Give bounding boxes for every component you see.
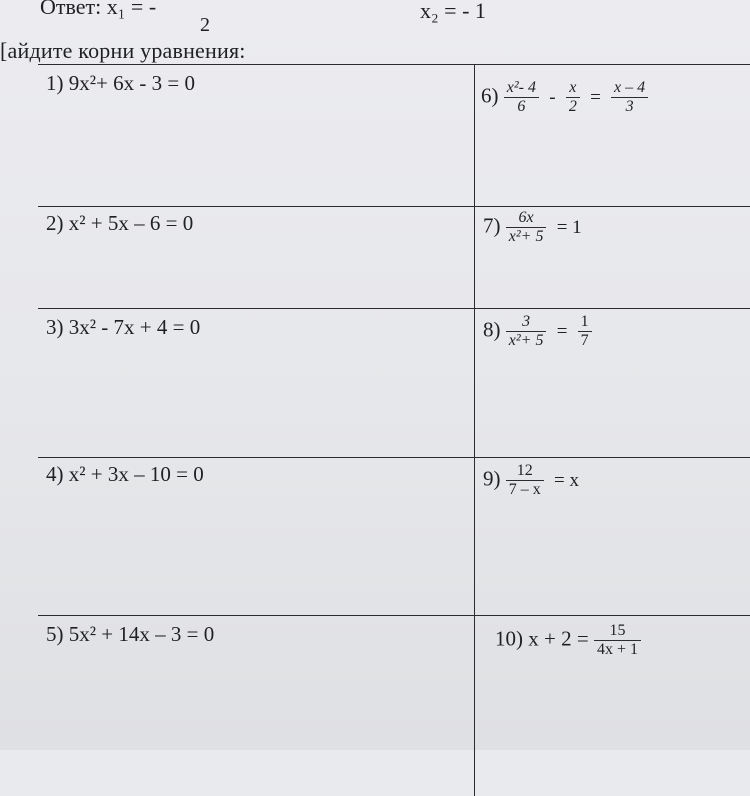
fraction-denominator: 2	[568, 98, 577, 115]
fraction-denominator: 7 – x	[508, 481, 541, 498]
instruction-heading: [айдите корни уравнения:	[0, 38, 246, 63]
answer-x2: x₂ = - 1	[420, 0, 486, 23]
answer-x1-denominator: 2	[200, 14, 210, 36]
task-8-fraction-1	[506, 313, 547, 350]
right-hand-side: = x	[554, 469, 579, 491]
fraction-numerator: 3	[506, 313, 547, 332]
task-cell-9	[475, 458, 750, 616]
fraction-numerator: x – 4	[611, 79, 648, 98]
task-9-fraction	[506, 462, 544, 499]
task-3-equation: 3) 3x² - 7x + 4 = 0	[46, 315, 201, 339]
fraction-numerator: 15	[594, 622, 641, 641]
task-9-equation	[483, 462, 584, 499]
task-8-fraction-2	[578, 313, 592, 350]
answer-x1: Ответ: x₁ = -	[40, 0, 157, 19]
task-10-fraction	[594, 622, 641, 659]
task-cell-4	[38, 458, 475, 616]
fraction-denominator: 4x + 1	[596, 641, 638, 658]
fraction-numerator: x²- 4	[504, 79, 539, 98]
task-6-label: 6)	[481, 83, 499, 108]
right-hand-side: = 1	[556, 216, 582, 238]
fraction-denominator: 3	[625, 98, 634, 115]
task-4-equation: 4) x² + 3x – 10 = 0	[46, 462, 204, 486]
fraction-denominator: x²+ 5	[508, 332, 544, 349]
task-table	[38, 64, 750, 785]
task-7-fraction	[506, 209, 547, 246]
equals-sign: =	[590, 86, 601, 108]
task-cell-5	[38, 616, 475, 796]
task-8-equation	[483, 313, 592, 350]
task-7-equation	[483, 209, 587, 246]
fraction-numerator: 6x	[506, 209, 547, 228]
fraction-numerator: 1	[578, 313, 592, 332]
fraction-numerator: 12	[506, 462, 544, 481]
task-cell-10	[475, 616, 750, 796]
task-8-label: 8)	[483, 317, 501, 342]
fraction-denominator: 7	[580, 332, 589, 349]
equals-sign: =	[556, 320, 568, 342]
task-cell-7	[475, 207, 750, 309]
task-1-equation: 1) 9x²+ 6x - 3 = 0	[46, 71, 195, 95]
task-6-fraction-2	[566, 79, 580, 116]
task-cell-6	[475, 65, 750, 207]
task-5-equation: 5) 5x² + 14x – 3 = 0	[46, 622, 215, 646]
task-cell-3	[38, 309, 475, 458]
task-2-equation: 2) x² + 5x – 6 = 0	[46, 211, 194, 235]
task-6-equation	[481, 79, 648, 116]
task-cell-1	[38, 65, 475, 207]
task-9-label: 9)	[483, 466, 501, 491]
answer-line	[40, 0, 210, 36]
task-6-fraction-1	[504, 79, 539, 116]
task-6-fraction-3	[611, 79, 648, 116]
fraction-denominator: x²+ 5	[508, 228, 544, 245]
task-7-label: 7)	[483, 213, 501, 238]
fraction-denominator: 6	[517, 98, 526, 115]
task-cell-8	[475, 309, 750, 458]
task-cell-2	[38, 207, 475, 309]
task-10-equation	[495, 622, 641, 659]
fraction-numerator: x	[566, 79, 580, 98]
minus-sign: -	[549, 86, 556, 108]
task-10-lhs: 10) x + 2 =	[495, 626, 589, 651]
